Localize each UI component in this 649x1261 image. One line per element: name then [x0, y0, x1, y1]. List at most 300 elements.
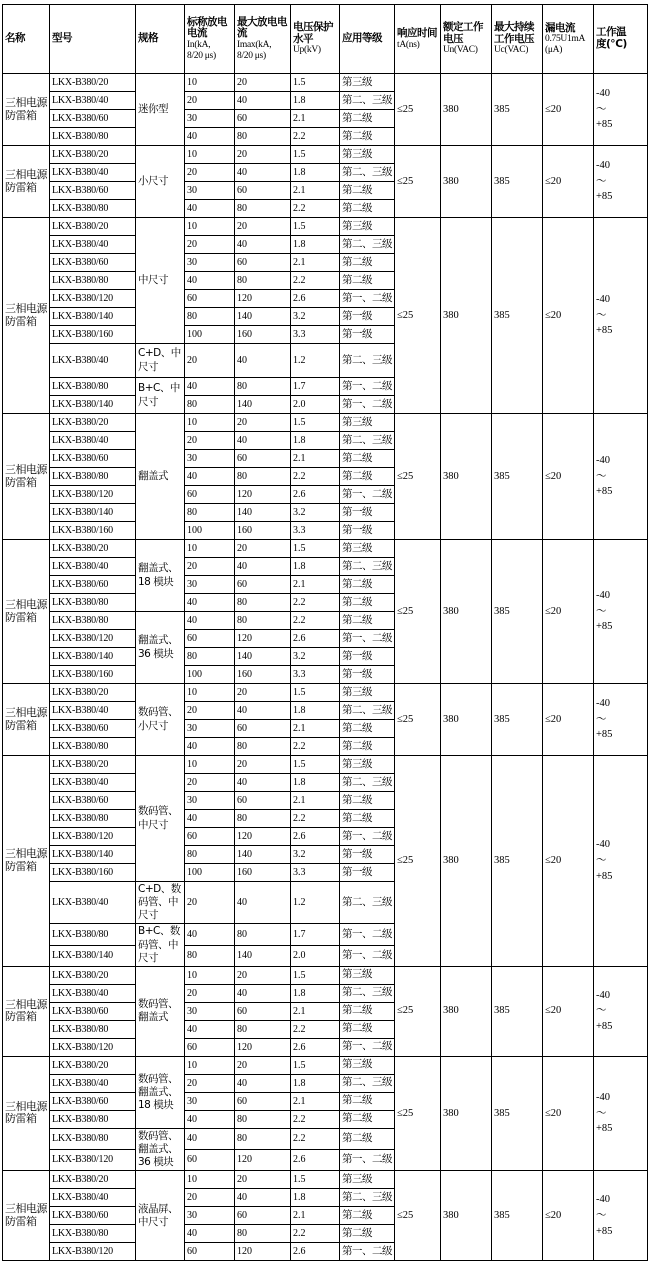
- max-continuous-voltage-cell: 385: [492, 684, 543, 756]
- up-cell: 1.5: [291, 74, 340, 92]
- header-cell-response-time: [395, 5, 441, 74]
- imax-cell: 60: [235, 1092, 291, 1110]
- up-cell: 2.6: [291, 486, 340, 504]
- in-cell: 30: [185, 1002, 235, 1020]
- application-class-cell: 第二级: [340, 1225, 395, 1243]
- model-cell: LKX-B380/20: [50, 540, 136, 558]
- temp-line-2: ～: [596, 470, 607, 482]
- model-cell: LKX-B380/20: [50, 74, 136, 92]
- application-class-cell: 第二、三级: [340, 432, 395, 450]
- model-cell: LKX-B380/140: [50, 945, 136, 966]
- up-cell: 2.1: [291, 792, 340, 810]
- response-time-cell: ≤25: [395, 414, 441, 540]
- up-cell: 2.2: [291, 128, 340, 146]
- up-cell: 1.5: [291, 414, 340, 432]
- temp-line-3: +85: [596, 1123, 613, 1135]
- in-cell: 10: [185, 966, 235, 984]
- product-name-cell: 三相电源防雷箱: [3, 414, 50, 540]
- model-cell: LKX-B380/20: [50, 966, 136, 984]
- header-imax-lat2: 8/20 μs): [237, 50, 266, 61]
- max-continuous-voltage-cell: 385: [492, 540, 543, 684]
- product-name-cell: 三相电源防雷箱: [3, 684, 50, 756]
- application-class-cell: 第二、三级: [340, 774, 395, 792]
- up-cell: 1.7: [291, 378, 340, 396]
- operating-temperature-cell: [594, 966, 648, 1056]
- temp-line-3: +85: [596, 1021, 613, 1033]
- header-up-zh: 电压保护水平: [293, 20, 333, 45]
- up-cell: 2.1: [291, 720, 340, 738]
- model-cell: LKX-B380/120: [50, 486, 136, 504]
- response-time-cell: ≤25: [395, 74, 441, 146]
- in-cell: 20: [185, 92, 235, 110]
- up-cell: 1.2: [291, 882, 340, 924]
- application-class-cell: 第一、二级: [340, 486, 395, 504]
- max-continuous-voltage-cell: 385: [492, 1056, 543, 1170]
- model-cell: LKX-B380/80: [50, 272, 136, 290]
- spec-label-cell: 液晶屏、中尺寸: [136, 1171, 185, 1261]
- in-cell: 30: [185, 450, 235, 468]
- model-cell: LKX-B380/80: [50, 1225, 136, 1243]
- in-cell: 40: [185, 1020, 235, 1038]
- in-cell: 30: [185, 576, 235, 594]
- in-cell: 40: [185, 1225, 235, 1243]
- model-cell: LKX-B380/40: [50, 344, 136, 378]
- imax-cell: 60: [235, 450, 291, 468]
- in-cell: 20: [185, 882, 235, 924]
- header-cell-operating-temperature: [594, 5, 648, 74]
- table-row: [3, 414, 648, 432]
- in-cell: 20: [185, 984, 235, 1002]
- application-class-cell: 第三级: [340, 414, 395, 432]
- leakage-current-cell: ≤20: [543, 684, 594, 756]
- application-class-cell: 第三级: [340, 966, 395, 984]
- temp-line-2: ～: [596, 103, 607, 115]
- temp-line-2: ～: [596, 1209, 607, 1221]
- imax-cell: 20: [235, 146, 291, 164]
- in-cell: 30: [185, 254, 235, 272]
- in-cell: 60: [185, 630, 235, 648]
- up-cell: 3.2: [291, 504, 340, 522]
- imax-cell: 20: [235, 756, 291, 774]
- temp-line-1: -40: [596, 87, 610, 99]
- model-cell: LKX-B380/160: [50, 864, 136, 882]
- application-class-cell: 第一、二级: [340, 378, 395, 396]
- application-class-cell: 第三级: [340, 1171, 395, 1189]
- application-class-cell: 第二级: [340, 810, 395, 828]
- header-cell-model: [50, 5, 136, 74]
- temp-line-3: +85: [596, 191, 613, 203]
- up-cell: 1.8: [291, 164, 340, 182]
- application-class-cell: 第一级: [340, 648, 395, 666]
- model-cell: LKX-B380/40: [50, 984, 136, 1002]
- imax-cell: 120: [235, 828, 291, 846]
- spec-label-cell: 中尺寸: [136, 218, 185, 344]
- up-cell: 1.5: [291, 756, 340, 774]
- max-continuous-voltage-cell: 385: [492, 756, 543, 967]
- imax-cell: 120: [235, 1149, 291, 1170]
- up-cell: 2.1: [291, 450, 340, 468]
- leakage-current-cell: ≤20: [543, 146, 594, 218]
- application-class-cell: 第一级: [340, 666, 395, 684]
- in-cell: 80: [185, 846, 235, 864]
- leakage-current-cell: ≤20: [543, 218, 594, 414]
- up-cell: 1.5: [291, 218, 340, 236]
- up-cell: 2.6: [291, 1149, 340, 1170]
- leakage-current-cell: ≤20: [543, 966, 594, 1056]
- model-cell: LKX-B380/20: [50, 1056, 136, 1074]
- in-cell: 10: [185, 540, 235, 558]
- up-cell: 2.2: [291, 1128, 340, 1149]
- in-cell: 40: [185, 378, 235, 396]
- in-cell: 20: [185, 1074, 235, 1092]
- temp-line-2: ～: [596, 713, 607, 725]
- imax-cell: 20: [235, 1056, 291, 1074]
- application-class-cell: 第二级: [340, 182, 395, 200]
- leakage-current-cell: ≤20: [543, 1171, 594, 1261]
- application-class-cell: 第二级: [340, 594, 395, 612]
- rated-voltage-cell: 380: [441, 146, 492, 218]
- up-cell: 3.2: [291, 308, 340, 326]
- in-cell: 80: [185, 648, 235, 666]
- model-cell: LKX-B380/80: [50, 468, 136, 486]
- imax-cell: 40: [235, 432, 291, 450]
- response-time-cell: ≤25: [395, 218, 441, 414]
- imax-cell: 40: [235, 1074, 291, 1092]
- header-ta-lat1: tA(ns): [397, 39, 420, 50]
- imax-cell: 80: [235, 810, 291, 828]
- product-name-cell: 三相电源防雷箱: [3, 540, 50, 684]
- in-cell: 30: [185, 110, 235, 128]
- imax-cell: 60: [235, 720, 291, 738]
- product-name-cell: 三相电源防雷箱: [3, 218, 50, 414]
- in-cell: 40: [185, 810, 235, 828]
- in-cell: 10: [185, 74, 235, 92]
- imax-cell: 40: [235, 1189, 291, 1207]
- imax-cell: 160: [235, 326, 291, 344]
- application-class-cell: 第二级: [340, 468, 395, 486]
- in-cell: 10: [185, 218, 235, 236]
- imax-cell: 40: [235, 882, 291, 924]
- header-class-zh: 应用等级: [342, 32, 382, 45]
- model-cell: LKX-B380/120: [50, 1149, 136, 1170]
- application-class-cell: 第一级: [340, 864, 395, 882]
- in-cell: 60: [185, 828, 235, 846]
- temp-line-1: -40: [596, 839, 610, 851]
- temp-line-1: -40: [596, 697, 610, 709]
- leakage-current-cell: ≤20: [543, 540, 594, 684]
- temp-line-1: -40: [596, 293, 610, 305]
- application-class-cell: 第一、二级: [340, 396, 395, 414]
- imax-cell: 80: [235, 1110, 291, 1128]
- spec-label-cell: 翻盖式、18 模块: [136, 540, 185, 612]
- model-cell: LKX-B380/20: [50, 684, 136, 702]
- header-cell-application-class: [340, 5, 395, 74]
- rated-voltage-cell: 380: [441, 1056, 492, 1170]
- in-cell: 20: [185, 702, 235, 720]
- response-time-cell: ≤25: [395, 1056, 441, 1170]
- temp-line-3: +85: [596, 486, 613, 498]
- model-cell: LKX-B380/80: [50, 612, 136, 630]
- up-cell: 2.2: [291, 1020, 340, 1038]
- temp-line-1: -40: [596, 454, 610, 466]
- leakage-current-cell: ≤20: [543, 1056, 594, 1170]
- header-name-zh: 名称: [5, 32, 25, 45]
- application-class-cell: 第二级: [340, 128, 395, 146]
- imax-cell: 40: [235, 702, 291, 720]
- model-cell: LKX-B380/80: [50, 378, 136, 396]
- table-header: [3, 5, 648, 74]
- imax-cell: 20: [235, 74, 291, 92]
- up-cell: 1.2: [291, 344, 340, 378]
- max-continuous-voltage-cell: 385: [492, 966, 543, 1056]
- imax-cell: 60: [235, 1002, 291, 1020]
- spec-label-cell: 小尺寸: [136, 146, 185, 218]
- header-in-zh: 标称放电电流: [187, 15, 227, 40]
- product-name-cell: 三相电源防雷箱: [3, 146, 50, 218]
- imax-cell: 40: [235, 344, 291, 378]
- imax-cell: 20: [235, 1171, 291, 1189]
- table-row: [3, 1171, 648, 1189]
- application-class-cell: 第二级: [340, 450, 395, 468]
- imax-cell: 20: [235, 540, 291, 558]
- imax-cell: 80: [235, 468, 291, 486]
- operating-temperature-cell: [594, 414, 648, 540]
- spec-label-cell: 翻盖式、36 模块: [136, 612, 185, 684]
- in-cell: 10: [185, 414, 235, 432]
- in-cell: 80: [185, 945, 235, 966]
- up-cell: 3.2: [291, 846, 340, 864]
- up-cell: 2.2: [291, 810, 340, 828]
- header-temp-zh: 工作温: [596, 26, 626, 39]
- application-class-cell: 第二级: [340, 576, 395, 594]
- model-cell: LKX-B380/60: [50, 110, 136, 128]
- imax-cell: 40: [235, 984, 291, 1002]
- up-cell: 2.1: [291, 576, 340, 594]
- header-cell-nominal-discharge-current: [185, 5, 235, 74]
- rated-voltage-cell: 380: [441, 684, 492, 756]
- application-class-cell: 第二级: [340, 1110, 395, 1128]
- header-spec-zh: 规格: [138, 32, 158, 45]
- imax-cell: 60: [235, 1207, 291, 1225]
- temp-line-2: ～: [596, 1107, 607, 1119]
- model-cell: LKX-B380/60: [50, 450, 136, 468]
- header-imax-lat1: Imax(kA,: [237, 40, 272, 51]
- model-cell: LKX-B380/80: [50, 200, 136, 218]
- header-un-lat1: Un(VAC): [443, 45, 478, 56]
- in-cell: 30: [185, 182, 235, 200]
- rated-voltage-cell: 380: [441, 756, 492, 967]
- up-cell: 2.1: [291, 182, 340, 200]
- operating-temperature-cell: [594, 1171, 648, 1261]
- temp-line-2: ～: [596, 1005, 607, 1017]
- application-class-cell: 第二、三级: [340, 236, 395, 254]
- up-cell: 2.6: [291, 1038, 340, 1056]
- application-class-cell: 第一、二级: [340, 924, 395, 945]
- imax-cell: 80: [235, 924, 291, 945]
- application-class-cell: 第二级: [340, 1128, 395, 1149]
- header-cell-leakage-current: [543, 5, 594, 74]
- in-cell: 100: [185, 326, 235, 344]
- model-cell: LKX-B380/80: [50, 810, 136, 828]
- in-cell: 40: [185, 738, 235, 756]
- imax-cell: 80: [235, 272, 291, 290]
- in-cell: 20: [185, 1189, 235, 1207]
- in-cell: 40: [185, 594, 235, 612]
- application-class-cell: 第三级: [340, 218, 395, 236]
- max-continuous-voltage-cell: 385: [492, 74, 543, 146]
- application-class-cell: 第二级: [340, 1092, 395, 1110]
- model-cell: LKX-B380/60: [50, 1002, 136, 1020]
- imax-cell: 60: [235, 110, 291, 128]
- model-cell: LKX-B380/140: [50, 308, 136, 326]
- application-class-cell: 第二、三级: [340, 882, 395, 924]
- temp-line-3: +85: [596, 621, 613, 633]
- up-cell: 2.0: [291, 396, 340, 414]
- spec-table: [2, 4, 648, 1261]
- spec-label-cell: 迷你型: [136, 74, 185, 146]
- imax-cell: 120: [235, 1038, 291, 1056]
- up-cell: 1.8: [291, 984, 340, 1002]
- model-cell: LKX-B380/140: [50, 396, 136, 414]
- imax-cell: 140: [235, 504, 291, 522]
- imax-cell: 120: [235, 1243, 291, 1261]
- up-cell: 1.5: [291, 684, 340, 702]
- application-class-cell: 第二级: [340, 720, 395, 738]
- application-class-cell: 第二、三级: [340, 92, 395, 110]
- application-class-cell: 第三级: [340, 146, 395, 164]
- application-class-cell: 第二级: [340, 200, 395, 218]
- operating-temperature-cell: [594, 146, 648, 218]
- in-cell: 30: [185, 792, 235, 810]
- in-cell: 40: [185, 200, 235, 218]
- up-cell: 2.6: [291, 1243, 340, 1261]
- model-cell: LKX-B380/80: [50, 594, 136, 612]
- application-class-cell: 第三级: [340, 684, 395, 702]
- up-cell: 1.8: [291, 432, 340, 450]
- header-ta-zh: 响应时间: [397, 26, 437, 39]
- up-cell: 2.0: [291, 945, 340, 966]
- spec-label-cell: 数码管、中尺寸: [136, 756, 185, 882]
- rated-voltage-cell: 380: [441, 540, 492, 684]
- max-continuous-voltage-cell: 385: [492, 1171, 543, 1261]
- imax-cell: 80: [235, 128, 291, 146]
- product-name-cell: 三相电源防雷箱: [3, 756, 50, 967]
- application-class-cell: 第一、二级: [340, 290, 395, 308]
- in-cell: 80: [185, 396, 235, 414]
- imax-cell: 60: [235, 254, 291, 272]
- spec-label-cell: C+D、中尺寸: [136, 344, 185, 378]
- model-cell: LKX-B380/20: [50, 756, 136, 774]
- temp-line-1: -40: [596, 1091, 610, 1103]
- operating-temperature-cell: [594, 74, 648, 146]
- in-cell: 10: [185, 1056, 235, 1074]
- application-class-cell: 第一级: [340, 522, 395, 540]
- header-cell-voltage-protection-level: [291, 5, 340, 74]
- table-row: [3, 74, 648, 92]
- header-imax-zh: 最大放电电流: [237, 15, 287, 40]
- imax-cell: 160: [235, 522, 291, 540]
- application-class-cell: 第三级: [340, 540, 395, 558]
- max-continuous-voltage-cell: 385: [492, 414, 543, 540]
- application-class-cell: 第二、三级: [340, 1074, 395, 1092]
- model-cell: LKX-B380/60: [50, 1092, 136, 1110]
- product-name-cell: 三相电源防雷箱: [3, 966, 50, 1056]
- imax-cell: 80: [235, 1128, 291, 1149]
- temp-line-1: -40: [596, 989, 610, 1001]
- response-time-cell: ≤25: [395, 1171, 441, 1261]
- imax-cell: 140: [235, 308, 291, 326]
- in-cell: 100: [185, 522, 235, 540]
- imax-cell: 160: [235, 666, 291, 684]
- model-cell: LKX-B380/40: [50, 432, 136, 450]
- in-cell: 40: [185, 1128, 235, 1149]
- table-row: [3, 146, 648, 164]
- application-class-cell: 第二、三级: [340, 164, 395, 182]
- up-cell: 3.3: [291, 666, 340, 684]
- imax-cell: 20: [235, 218, 291, 236]
- model-cell: LKX-B380/60: [50, 1207, 136, 1225]
- up-cell: 2.2: [291, 1110, 340, 1128]
- model-cell: LKX-B380/40: [50, 164, 136, 182]
- model-cell: LKX-B380/80: [50, 128, 136, 146]
- temp-line-3: +85: [596, 1225, 613, 1237]
- header-cell-name: [3, 5, 50, 74]
- imax-cell: 120: [235, 486, 291, 504]
- imax-cell: 20: [235, 966, 291, 984]
- up-cell: 2.2: [291, 1225, 340, 1243]
- operating-temperature-cell: [594, 684, 648, 756]
- in-cell: 30: [185, 1207, 235, 1225]
- in-cell: 10: [185, 756, 235, 774]
- in-cell: 100: [185, 864, 235, 882]
- in-cell: 20: [185, 774, 235, 792]
- application-class-cell: 第一级: [340, 326, 395, 344]
- application-class-cell: 第二级: [340, 1002, 395, 1020]
- operating-temperature-cell: [594, 540, 648, 684]
- in-cell: 10: [185, 684, 235, 702]
- temp-line-2: ～: [596, 309, 607, 321]
- up-cell: 1.8: [291, 702, 340, 720]
- application-class-cell: 第一、二级: [340, 828, 395, 846]
- header-cell-max-continuous-voltage: [492, 5, 543, 74]
- header-row: [3, 5, 648, 74]
- in-cell: 40: [185, 612, 235, 630]
- imax-cell: 80: [235, 200, 291, 218]
- imax-cell: 40: [235, 774, 291, 792]
- response-time-cell: ≤25: [395, 146, 441, 218]
- up-cell: 2.2: [291, 612, 340, 630]
- in-cell: 10: [185, 146, 235, 164]
- model-cell: LKX-B380/60: [50, 576, 136, 594]
- in-cell: 20: [185, 164, 235, 182]
- in-cell: 60: [185, 1243, 235, 1261]
- leakage-current-cell: ≤20: [543, 74, 594, 146]
- model-cell: LKX-B380/40: [50, 558, 136, 576]
- temp-line-1: -40: [596, 589, 610, 601]
- header-in-lat2: 8/20 μs): [187, 50, 216, 61]
- response-time-cell: ≤25: [395, 966, 441, 1056]
- spec-label-cell: 翻盖式: [136, 414, 185, 540]
- product-name-cell: 三相电源防雷箱: [3, 1056, 50, 1170]
- model-cell: LKX-B380/80: [50, 738, 136, 756]
- rated-voltage-cell: 380: [441, 966, 492, 1056]
- temp-line-2: ～: [596, 605, 607, 617]
- in-cell: 40: [185, 1110, 235, 1128]
- table-row: [3, 684, 648, 702]
- rated-voltage-cell: 380: [441, 74, 492, 146]
- in-cell: 60: [185, 1149, 235, 1170]
- rated-voltage-cell: 380: [441, 414, 492, 540]
